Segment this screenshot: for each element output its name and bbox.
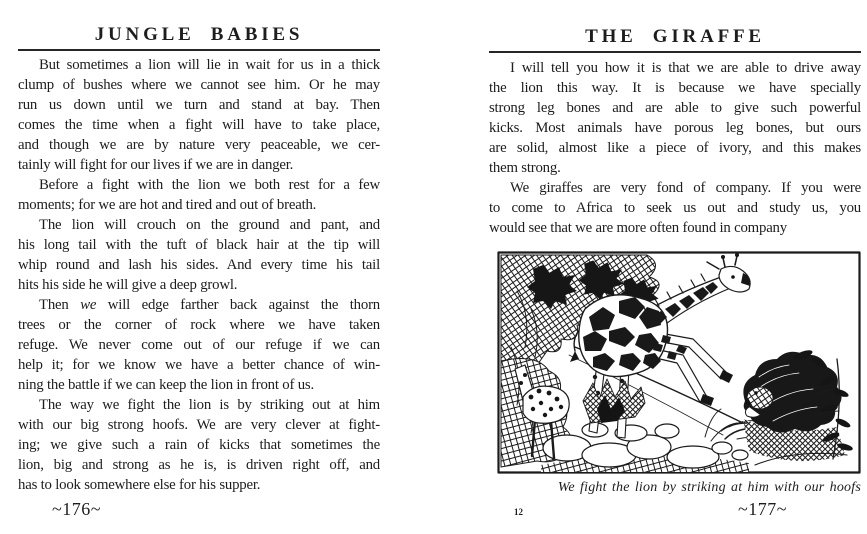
paragraph — [18, 395, 380, 495]
paragraph — [489, 58, 861, 178]
left-page-number: ~176~ — [52, 499, 101, 519]
page-right — [489, 0, 861, 534]
text-line: The lion will crouch on the ground and pant, and — [39, 217, 380, 233]
text-line: trees or the corner of rock where we have taken — [18, 317, 380, 333]
text-line: But sometimes a lion will lie in wait for us in a thick — [39, 57, 380, 73]
text-line: refuge. We never come out of our refuge if we can — [18, 337, 380, 353]
text-line: tainly will fight for our lives if we are in danger. — [18, 157, 294, 173]
text-line: run us down until we turn and stand at bay. Then — [18, 97, 380, 113]
paragraph — [18, 215, 380, 295]
paragraph — [18, 55, 380, 175]
text-line: lion, big and strong as he is, is driven right off, and — [18, 457, 380, 473]
text-line: help it; for we know we have a better chance of win- — [18, 357, 380, 373]
text-line: comes the time when a fight will have to take place, — [18, 117, 380, 133]
right-header-rule — [489, 51, 861, 53]
text-line: The way we fight the lion is by striking out at him — [39, 397, 380, 413]
paragraph — [489, 178, 861, 238]
left-page-text — [18, 55, 380, 495]
text-line: his long tail with the tuft of black hair at the tip will — [18, 237, 380, 253]
text-line: to come to Africa to seek us out and study us, you — [489, 200, 861, 216]
right-running-head: THE GIRAFFE — [585, 26, 765, 47]
text-line: moments; for we are hot and tired and out of breath. — [18, 197, 317, 213]
text-line: I will tell you how it is that we are able to drive away — [510, 60, 861, 76]
paragraph — [18, 295, 380, 395]
text-line: whip round and lash his sides. And every time his tail — [18, 257, 380, 273]
illustration-caption: We fight the lion by striking at him with our hoofs — [557, 480, 861, 495]
text-line: the lion this way. It is because we have specially — [489, 80, 861, 96]
text-line: ing; we give such a rain of kicks that sometimes the — [18, 437, 380, 453]
text-line: We giraffes are very fond of company. If you were — [510, 180, 861, 196]
text-line: and though we are by nature very peaceable, we cer- — [18, 137, 380, 153]
text-line: are solid, almost like a piece of ivory, and this makes — [489, 140, 861, 156]
text-line: kicks. Most animals have porous leg bones, but ours — [489, 120, 861, 136]
text-line: them strong. — [489, 160, 561, 176]
signature-mark: 12 — [514, 507, 523, 517]
text-line: would see that we are more often found in company — [489, 220, 787, 236]
left-header-rule — [18, 49, 380, 51]
illustration-drawing — [497, 251, 861, 474]
text-line: with our big strong hoofs. We are very clever at fight- — [18, 417, 380, 433]
left-running-head: JUNGLE BABIES — [94, 24, 304, 45]
paragraph — [18, 175, 380, 215]
text-line: ning the battle if we can keep the lion in front of us. — [18, 377, 314, 393]
text-line: hits his side he will give a deep growl. — [18, 277, 238, 293]
text-line: Then we will edge farther back against the thorn — [39, 297, 380, 313]
text-line: Before a fight with the lion we both rest for a few — [39, 177, 380, 193]
right-page-text — [489, 58, 861, 238]
right-page-number: ~177~ — [738, 499, 787, 519]
text-line: has to look somewhere else for his supper. — [18, 477, 261, 493]
giraffe-lion-illustration — [497, 251, 861, 496]
text-line: strong leg bones and are able to give such powerful — [489, 100, 861, 116]
page-left — [18, 0, 380, 534]
text-line: clump of bushes where we cannot see him. Or he may — [18, 77, 380, 93]
